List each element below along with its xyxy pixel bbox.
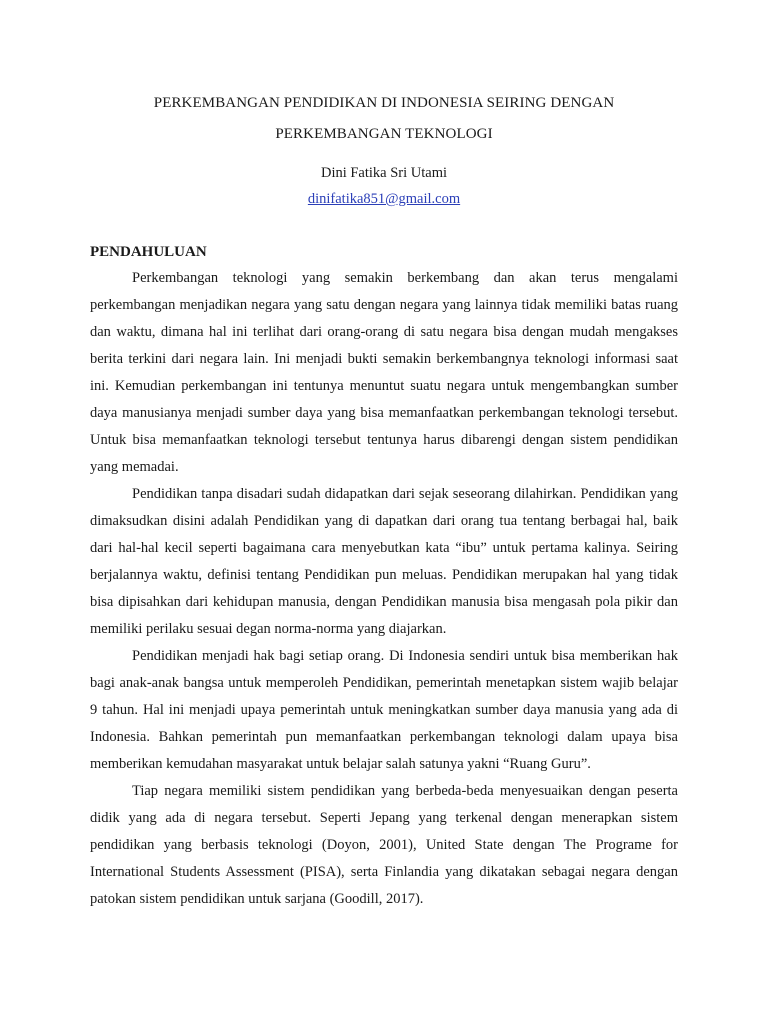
paragraph-2: Pendidikan tanpa disadari sudah didapatkan dari sejak seseorang dilahirkan. Pendidikan yang dimaksudkan disini adalah Pendidikan yang di dapatkan dari orang tua tentang berbagai hal, baik dari hal-hal kecil seperti bagaimana cara menyebutkan kata “ibu” untuk pertama kalinya. Seiring berjalannya waktu, definisi tentang Pendidikan pun meluas. Pendidikan merupakan hal yang tidak bisa dipisahkan dari kehidupan manusia, dengan Pendidikan manusia bisa mengasah pola pikir dan memiliki perilaku sesuai degan norma-norma yang diajarkan. — [90, 486, 678, 637]
paragraph-1: Perkembangan teknologi yang semakin berkembang dan akan terus mengalami perkembangan menjadikan negara yang satu dengan negara yang lainnya tidak memiliki batas ruang dan waktu, dimana hal ini terlihat dari orang-orang di satu negara bisa dengan mudah mengakses berita terkini dari negara lain. Ini menjadi bukti semakin berkembangnya teknologi informasi saat ini. Kemudian perkembangan ini tentunya menuntut suatu negara untuk mengembangkan sumber daya manusianya menjadi sumber daya yang bisa memanfaatkan perkembangan teknologi tersebut. Untuk bisa memanfaatkan teknologi tersebut tentunya harus dibarengi dengan sistem pendidikan yang memadai. — [90, 270, 678, 475]
paragraph-4: Tiap negara memiliki sistem pendidikan yang berbeda-beda menyesuaikan dengan peserta didik yang ada di negara tersebut. Seperti Jepang yang terkenal dengan menerapkan sistem pendidikan yang berbasis teknologi (Doyon, 2001), United State dengan The Programe for International Students Assessment (PISA), serta Finlandia yang dikatakan sebagai negara dengan patokan sistem pendidikan untuk sarjana (Goodill, 2017). — [90, 783, 678, 907]
title-line-2: PERKEMBANGAN TEKNOLOGI — [275, 126, 493, 142]
author-email-link[interactable]: dinifatika851@gmail.com — [307, 191, 461, 207]
document-title — [90, 88, 678, 150]
paragraph-3: Pendidikan menjadi hak bagi setiap orang. Di Indonesia sendiri untuk bisa memberikan hak bagi anak-anak bangsa untuk memperoleh Pendidikan, pemerintah menetapkan sistem wajib belajar 9 tahun. Hal ini menjadi upaya pemerintah untuk meningkatkan sumber daya manusia yang ada di Indonesia. Bahkan pemerintah pun memanfaatkan perkembangan teknologi dalam upaya bisa memberikan kemudahan masyarakat untuk belajar salah satunya yakni “Ruang Guru”. — [90, 648, 678, 772]
section-heading: PENDAHULUAN — [90, 244, 207, 260]
title-line-1: PERKEMBANGAN PENDIDIKAN DI INDONESIA SEIRING DENGAN — [153, 95, 615, 111]
author-name: Dini Fatika Sri Utami — [320, 165, 448, 181]
